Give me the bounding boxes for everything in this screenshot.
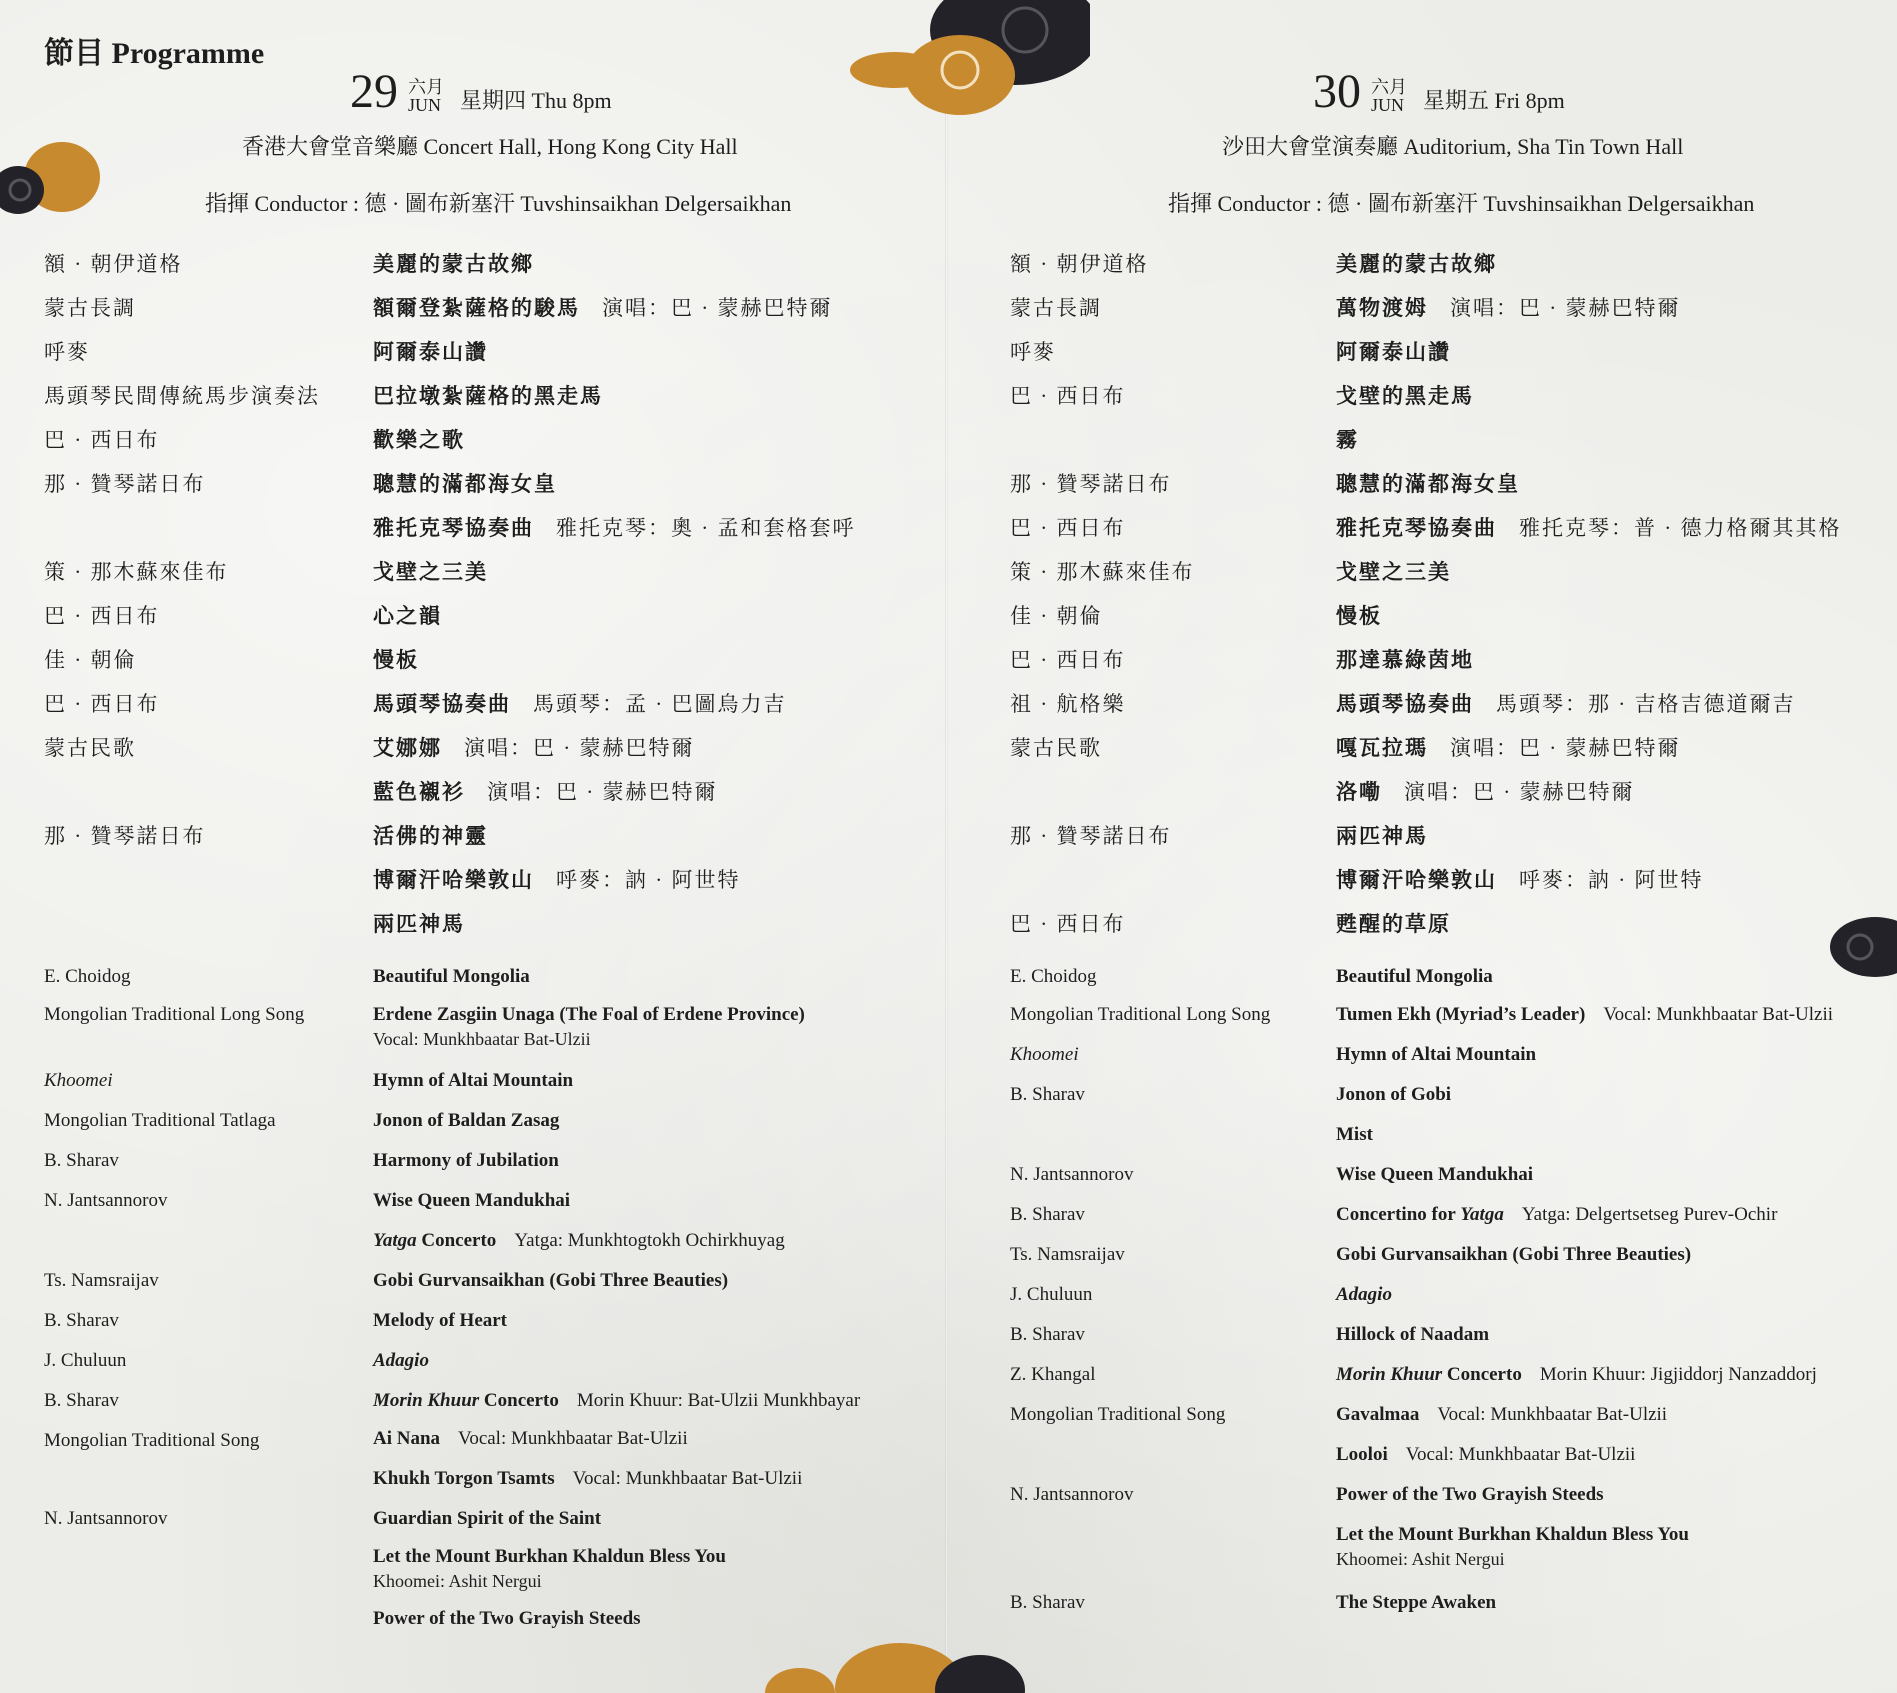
en-piece-title: [1336, 1084, 1451, 1106]
cn-piece-title: [1336, 644, 1474, 674]
en-composer: Ts. Namsraijav: [1010, 1244, 1125, 1265]
en-composer: Ts. Namsraijav: [44, 1270, 159, 1291]
cn-piece-title: [1336, 600, 1382, 630]
right-venue: 沙田大會堂演奏廳 Auditorium, Sha Tin Town Hall: [1222, 134, 1684, 159]
en-composer: E. Choidog: [1010, 966, 1097, 987]
en-composer: Mongolian Traditional Song: [44, 1430, 260, 1451]
cn-performer-note: 演唱：巴 · 蒙赫巴特爾: [487, 780, 718, 804]
cn-performer-note: 演唱：巴 · 蒙赫巴特爾: [1450, 296, 1681, 320]
en-piece-title: [373, 1608, 641, 1630]
en-composer: J. Chuluun: [44, 1350, 127, 1371]
en-piece-title: [373, 1110, 559, 1132]
cn-composer: 那 · 贊琴諾日布: [1010, 472, 1172, 496]
en-piece-title: [1336, 1244, 1691, 1266]
cn-piece-title: [373, 468, 557, 498]
cn-title-text: 活佛的神靈: [373, 824, 488, 848]
en-performer-note: Vocal: Munkhbaatar Bat-Ulzii: [458, 1428, 688, 1449]
left-month-en: JUN: [408, 95, 442, 115]
cn-piece-title: [1336, 908, 1451, 938]
en-title-text: Looloi: [1336, 1444, 1388, 1465]
cn-title-text: 阿爾泰山讚: [373, 340, 488, 364]
en-piece-title: [1336, 1324, 1489, 1346]
en-composer: N. Jantsannorov: [1010, 1164, 1134, 1185]
en-title-text: Jonon of Gobi: [1336, 1084, 1452, 1105]
en-title-text: Power of the Two Grayish Steeds: [373, 1608, 641, 1629]
right-date-number: 30: [1313, 65, 1361, 118]
cn-title-text: 藍色襯衫: [373, 780, 465, 804]
cn-performer-note: 演唱：巴 · 蒙赫巴特爾: [1450, 736, 1681, 760]
en-piece-title: [1336, 1404, 1667, 1426]
en-composer: B. Sharav: [44, 1310, 119, 1331]
cn-composer: 那 · 贊琴諾日布: [44, 472, 206, 496]
cn-performer-note: 演唱：巴 · 蒙赫巴特爾: [1404, 780, 1635, 804]
en-title-text: Concerto: [479, 1390, 559, 1411]
cn-composer: 蒙古民歌: [1010, 736, 1102, 760]
en-title-text: Tumen Ekh (Myriad’s Leader): [1336, 1004, 1586, 1025]
en-title-text: Concerto: [416, 1230, 497, 1251]
cn-title-text: 美麗的蒙古故鄉: [1336, 252, 1497, 276]
en-piece-title: [1336, 1164, 1533, 1186]
en-title-text: Khukh Torgon Tsamts: [373, 1468, 555, 1489]
cn-piece-title: [1336, 688, 1796, 718]
cn-title-text: 那達慕綠茵地: [1336, 648, 1474, 672]
en-composer: B. Sharav: [1010, 1204, 1085, 1225]
cn-title-text: 博爾汗哈樂敦山: [373, 868, 534, 892]
en-piece-title: [1336, 1044, 1536, 1066]
en-piece-title: [373, 1190, 570, 1212]
en-composer: Mongolian Traditional Tatlaga: [44, 1110, 276, 1131]
cn-composer: 祖 · 航格樂: [1010, 692, 1126, 716]
en-composer: J. Chuluun: [1010, 1284, 1093, 1305]
left-conductor: 指揮 Conductor : 德 · 圖布新塞汗 Tuvshinsaikhan Delgersaikhan: [205, 191, 792, 216]
cn-piece-title: [1336, 336, 1451, 366]
en-title-text: Jonon of Baldan Zasag: [373, 1110, 560, 1131]
cn-performer-note: 雅托克琴：普 · 德力格爾其其格: [1519, 516, 1842, 540]
en-performer-note: Yatga: Delgertsetseg Purev-Ochir: [1521, 1204, 1778, 1225]
cn-title-text: 慢板: [1336, 604, 1382, 628]
en-piece-title: [373, 1508, 601, 1530]
en-performer-note: Vocal: Munkhbaatar Bat-Ulzii: [572, 1468, 803, 1489]
en-title-text: Hymn of Altai Mountain: [1336, 1044, 1537, 1065]
en-piece-title: [373, 1350, 429, 1372]
cn-title-text: 雅托克琴協奏曲: [1336, 516, 1497, 540]
cn-title-text: 嘎瓦拉瑪: [1336, 736, 1428, 760]
cn-title-text: 戈壁之三美: [1336, 560, 1451, 584]
en-composer: E. Choidog: [44, 966, 131, 987]
en-piece-title: [373, 1004, 805, 1049]
en-piece-title: [1336, 1284, 1392, 1306]
en-composer: B. Sharav: [44, 1150, 119, 1171]
cn-title-text: 兩匹神馬: [373, 912, 465, 936]
cn-piece-title: [1336, 468, 1520, 498]
en-piece-title: [373, 1270, 728, 1292]
right-month-cn: 六月: [1371, 77, 1407, 97]
en-title-italic: Adagio: [1336, 1284, 1392, 1305]
cn-piece-title: [373, 424, 465, 454]
cn-piece-title: [373, 600, 442, 630]
en-performer-note: Morin Khuur: Jigjiddorj Nanzaddorj: [1539, 1364, 1817, 1385]
page-fold: [945, 0, 948, 1693]
en-title-text: Hillock of Naadam: [1336, 1324, 1490, 1345]
cloud-decoration-top-center: [840, 0, 1090, 150]
cn-title-text: 霧: [1336, 428, 1359, 452]
cn-title-text: 雅托克琴協奏曲: [373, 516, 534, 540]
en-composer: Mongolian Traditional Long Song: [44, 1004, 305, 1025]
en-piece-title: [1336, 1124, 1373, 1146]
en-piece-title: [373, 1150, 559, 1172]
cn-composer: 那 · 贊琴諾日布: [44, 824, 206, 848]
cn-composer: 蒙古長調: [44, 296, 136, 320]
en-title-text: Power of the Two Grayish Steeds: [1336, 1484, 1604, 1505]
en-title-prefix: Concertino for: [1336, 1204, 1461, 1225]
right-conductor: 指揮 Conductor : 德 · 圖布新塞汗 Tuvshinsaikhan Delgersaikhan: [1168, 191, 1755, 216]
en-composer: N. Jantsannorov: [44, 1190, 168, 1211]
cn-title-text: 聰慧的滿都海女皇: [373, 472, 557, 496]
en-piece-title: [373, 1546, 727, 1591]
cn-title-text: 萬物渡姆: [1336, 296, 1428, 320]
en-composer: N. Jantsannorov: [44, 1508, 168, 1529]
cn-piece-title: [373, 336, 488, 366]
cn-composer: 額 · 朝伊道格: [1010, 252, 1149, 276]
right-date-line: [1313, 65, 1565, 118]
cn-piece-title: [373, 864, 741, 894]
left-month-cn: 六月: [408, 77, 444, 97]
en-title-text: Hymn of Altai Mountain: [373, 1070, 574, 1091]
cn-performer-note: 演唱：巴 · 蒙赫巴特爾: [464, 736, 695, 760]
cn-composer: 佳 · 朝倫: [1010, 604, 1103, 628]
cn-performer-note: 呼麥：訥 · 阿世特: [1519, 868, 1704, 892]
en-title-text: The Steppe Awaken: [1336, 1592, 1497, 1613]
cn-title-text: 戈壁之三美: [373, 560, 488, 584]
cn-composer: 巴 · 西日布: [44, 692, 160, 716]
en-piece-title: [1336, 1364, 1817, 1386]
en-title-italic: Morin Khuur: [1336, 1364, 1443, 1385]
cn-piece-title: [373, 776, 718, 806]
cn-title-text: 巴拉墩紮薩格的黑走馬: [373, 384, 603, 408]
cn-composer: 額 · 朝伊道格: [44, 252, 183, 276]
cn-piece-title: [1336, 424, 1359, 454]
en-piece-title: [373, 1310, 507, 1332]
cn-title-text: 戈壁的黑走馬: [1336, 384, 1474, 408]
cn-composer: 策 · 那木蘇來佳布: [1010, 560, 1195, 584]
en-title-italic: Yatga: [1460, 1204, 1504, 1225]
en-piece-title: [1336, 1444, 1635, 1466]
cn-performer-note: 雅托克琴：奧 · 孟和套格套呼: [556, 516, 856, 540]
cn-title-text: 艾娜娜: [373, 736, 442, 760]
cn-piece-title: [1336, 864, 1704, 894]
en-performer-subline: Vocal: Munkhbaatar Bat-Ulzii: [373, 1029, 591, 1049]
cn-piece-title: [1336, 732, 1681, 762]
cn-composer: 蒙古長調: [1010, 296, 1102, 320]
en-title-text: Melody of Heart: [373, 1310, 508, 1331]
cn-composer: 蒙古民歌: [44, 736, 136, 760]
en-piece-title: [373, 1428, 688, 1450]
en-composer: Khoomei: [44, 1070, 113, 1091]
en-performer-subline: Khoomei: Ashit Nergui: [1336, 1549, 1505, 1569]
en-composer: B. Sharav: [1010, 1592, 1085, 1613]
en-title-italic: Adagio: [373, 1350, 429, 1371]
en-title-text: Beautiful Mongolia: [373, 966, 530, 987]
cn-composer: 巴 · 西日布: [44, 428, 160, 452]
en-title-text: Ai Nana: [373, 1428, 441, 1449]
left-date-number: 29: [350, 65, 398, 118]
en-title-text: Concerto: [1442, 1364, 1522, 1385]
en-composer: Mongolian Traditional Long Song: [1010, 1004, 1271, 1025]
cn-composer: 佳 · 朝倫: [44, 648, 137, 672]
cn-title-text: 博爾汗哈樂敦山: [1336, 868, 1497, 892]
cn-piece-title: [373, 820, 488, 850]
cn-composer: 策 · 那木蘇來佳布: [44, 560, 229, 584]
en-performer-note: Vocal: Munkhbaatar Bat-Ulzii: [1437, 1404, 1668, 1425]
en-performer-note: Vocal: Munkhbaatar Bat-Ulzii: [1405, 1444, 1636, 1465]
cn-title-text: 歡樂之歌: [373, 428, 465, 452]
en-performer-subline: Khoomei: Ashit Nergui: [373, 1571, 542, 1591]
en-title-text: Beautiful Mongolia: [1336, 966, 1493, 987]
cn-title-text: 慢板: [373, 648, 419, 672]
cn-composer: 呼麥: [1010, 340, 1056, 364]
cn-performer-note: 馬頭琴：那 · 吉格吉德道爾吉: [1496, 692, 1796, 716]
right-day-time: 星期五 Fri 8pm: [1423, 88, 1565, 113]
en-piece-title: [1336, 1204, 1777, 1226]
en-title-text: Wise Queen Mandukhai: [373, 1190, 571, 1211]
cn-piece-title: [373, 248, 534, 278]
cn-piece-title: [1336, 512, 1842, 542]
cn-title-text: 馬頭琴協奏曲: [373, 692, 511, 716]
cloud-decoration-left: [0, 135, 100, 225]
en-title-italic: Yatga: [373, 1230, 417, 1251]
cn-piece-title: [373, 512, 856, 542]
cn-piece-title: [1336, 380, 1474, 410]
en-piece-title: [1336, 966, 1493, 988]
cn-composer: 巴 · 西日布: [1010, 384, 1126, 408]
en-composer: N. Jantsannorov: [1010, 1484, 1134, 1505]
cn-title-text: 聰慧的滿都海女皇: [1336, 472, 1520, 496]
en-title-text: Let the Mount Burkhan Khaldun Bless You: [373, 1546, 727, 1567]
cn-piece-title: [1336, 292, 1681, 322]
left-date-line: [350, 65, 612, 118]
cn-performer-note: 演唱：巴 · 蒙赫巴特爾: [602, 296, 833, 320]
cn-composer: 那 · 贊琴諾日布: [1010, 824, 1172, 848]
en-piece-title: [1336, 1484, 1604, 1506]
en-piece-title: [373, 1390, 860, 1412]
cn-piece-title: [373, 644, 419, 674]
cn-piece-title: [373, 688, 787, 718]
cn-title-text: 美麗的蒙古故鄉: [373, 252, 534, 276]
en-composer: B. Sharav: [44, 1390, 119, 1411]
cn-title-text: 馬頭琴協奏曲: [1336, 692, 1474, 716]
cn-composer: 巴 · 西日布: [1010, 516, 1126, 540]
page-heading: 節目 Programme: [44, 37, 265, 70]
en-title-text: Guardian Spirit of the Saint: [373, 1508, 602, 1529]
en-piece-title: [373, 966, 530, 988]
en-piece-title: [373, 1468, 802, 1490]
en-title-text: Erdene Zasgiin Unaga (The Foal of Erdene Province): [373, 1004, 805, 1025]
en-piece-title: [1336, 1592, 1496, 1614]
cn-composer: 馬頭琴民間傳統馬步演奏法: [44, 384, 320, 408]
cn-title-text: 心之韻: [373, 604, 442, 628]
right-month-en: JUN: [1371, 95, 1405, 115]
cn-title-text: 甦醒的草原: [1336, 912, 1451, 936]
en-composer: Z. Khangal: [1010, 1364, 1096, 1385]
cn-piece-title: [1336, 248, 1497, 278]
cn-composer: 巴 · 西日布: [44, 604, 160, 628]
en-composer: B. Sharav: [1010, 1084, 1085, 1105]
cn-piece-title: [373, 556, 488, 586]
en-title-text: Gobi Gurvansaikhan (Gobi Three Beauties): [373, 1270, 729, 1291]
en-composer: B. Sharav: [1010, 1324, 1085, 1345]
en-title-italic: Morin Khuur: [373, 1390, 480, 1411]
cn-composer: 巴 · 西日布: [1010, 648, 1126, 672]
left-day-time: 星期四 Thu 8pm: [460, 88, 612, 113]
en-title-text: Let the Mount Burkhan Khaldun Bless You: [1336, 1524, 1690, 1545]
cloud-decoration-right: [1830, 905, 1897, 985]
left-venue: 香港大會堂音樂廳 Concert Hall, Hong Kong City Hall: [242, 134, 738, 159]
en-title-text: Harmony of Jubilation: [373, 1150, 559, 1171]
en-composer: Khoomei: [1010, 1044, 1079, 1065]
cn-piece-title: [1336, 556, 1451, 586]
cn-piece-title: [1336, 820, 1428, 850]
cn-composer: 呼麥: [44, 340, 90, 364]
cn-piece-title: [373, 380, 603, 410]
en-piece-title: [373, 1070, 573, 1092]
cn-piece-title: [1336, 776, 1635, 806]
en-piece-title: [1336, 1004, 1833, 1026]
cloud-decoration-bottom: [740, 1628, 1030, 1693]
cn-title-text: 額爾登紮薩格的駿馬: [373, 296, 580, 320]
cn-piece-title: [373, 732, 695, 762]
cn-title-text: 兩匹神馬: [1336, 824, 1428, 848]
en-title-text: Gavalmaa: [1336, 1404, 1420, 1425]
en-piece-title: [1336, 1524, 1690, 1569]
cn-title-text: 阿爾泰山讚: [1336, 340, 1451, 364]
cn-composer: 巴 · 西日布: [1010, 912, 1126, 936]
en-title-text: Gobi Gurvansaikhan (Gobi Three Beauties): [1336, 1244, 1692, 1265]
cn-piece-title: [373, 292, 833, 322]
cn-title-text: 洛嘞: [1336, 780, 1382, 804]
en-performer-note: Morin Khuur: Bat-Ulzii Munkhbayar: [576, 1390, 861, 1411]
en-performer-note: Yatga: Munkhtogtokh Ochirkhuyag: [514, 1230, 785, 1251]
cn-performer-note: 呼麥：訥 · 阿世特: [556, 868, 741, 892]
en-title-text: Mist: [1336, 1124, 1373, 1145]
en-performer-note: Vocal: Munkhbaatar Bat-Ulzii: [1603, 1004, 1834, 1025]
en-title-text: Wise Queen Mandukhai: [1336, 1164, 1534, 1185]
en-piece-title: [373, 1230, 785, 1252]
cn-piece-title: [373, 908, 465, 938]
en-composer: Mongolian Traditional Song: [1010, 1404, 1226, 1425]
cn-performer-note: 馬頭琴：孟 · 巴圖烏力吉: [533, 692, 787, 716]
